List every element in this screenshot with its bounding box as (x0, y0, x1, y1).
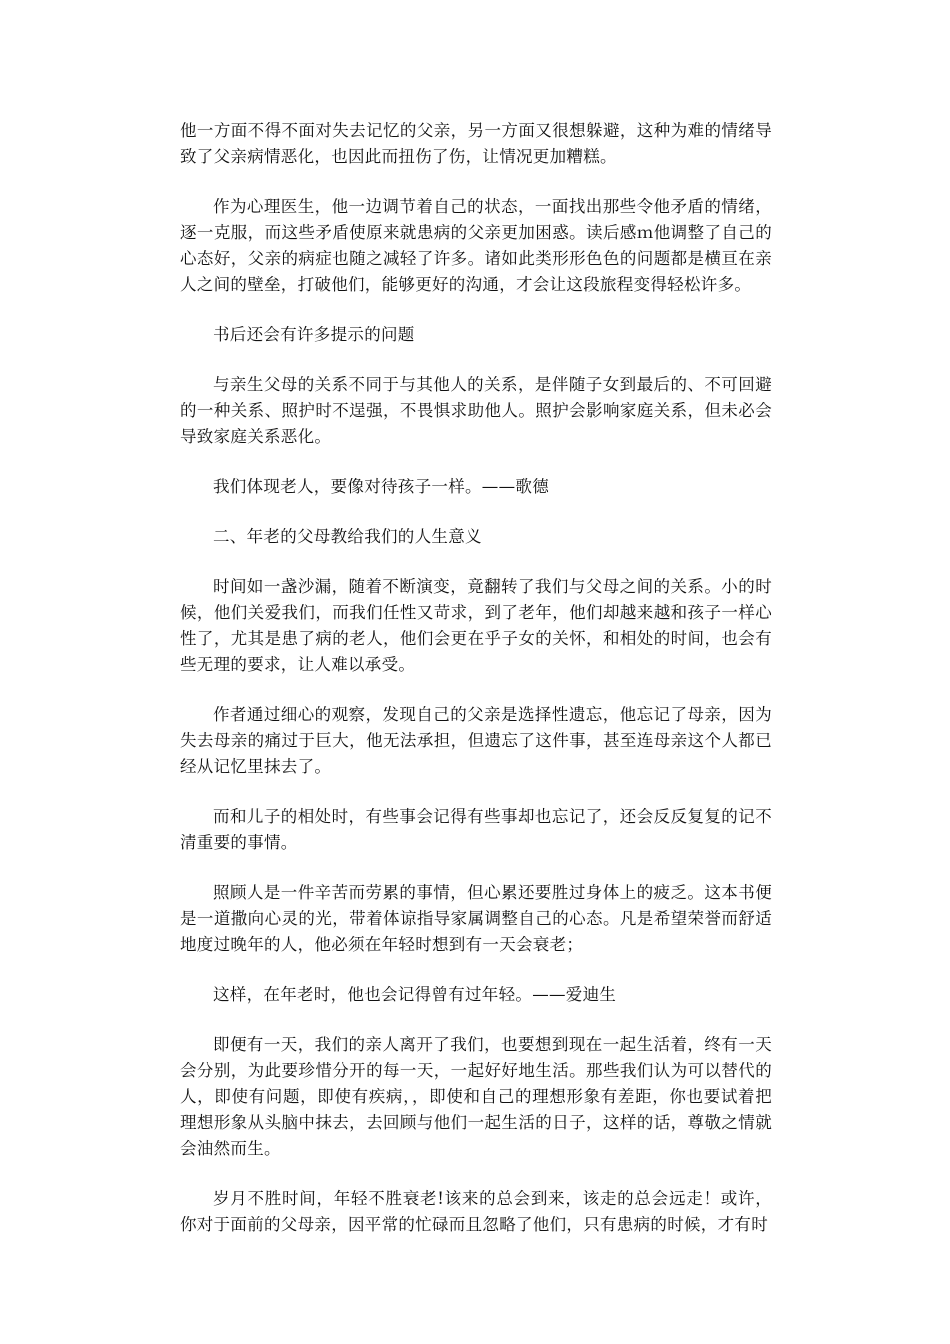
paragraph-12: 即便有一天，我们的亲人离开了我们，也要想到现在一起生活着，终有一天会分别，为此要珍惜分开的每一天，一起好好地生活。那些我们认为可以替代的人，即使有问题，即使有疾病，，即使和自己的理想形象有差距，你也要试着把理想形象从头脑中抹去，去回顾与他们一起生活的日子，这样的话，尊敬之情就会油然而生。 (180, 1035, 772, 1158)
paragraph-10: 照顾人是一件辛苦而劳累的事情，但心累还要胜过身体上的疲乏。这本书便是一道撒向心灵的光，带着体谅指导家属调整自己的心态。凡是希望荣誉而舒适地度过晚年的人，他必须在年轻时想到有一天会衰老； (180, 883, 772, 954)
paragraph-1: 他一方面不得不面对失去记忆的父亲，另一方面又很想躲避，这种为难的情绪导致了父亲病情恶化，也因此而扭伤了伤，让情况更加糟糕。 (180, 121, 772, 166)
paragraph-4: 与亲生父母的关系不同于与其他人的关系，是伴随子女到最后的、不可回避的一种关系、照护时不逞强，不畏惧求助他人。照护会影响家庭关系，但未必会导致家庭关系恶化。 (180, 375, 772, 446)
quote-goethe: 我们体现老人，要像对待孩子一样。——歌德 (213, 477, 549, 496)
quote-edison: 这样，在年老时，他也会记得曾有过年轻。——爱迪生 (213, 985, 617, 1004)
paragraph-8: 作者通过细心的观察，发现自己的父亲是选择性遗忘，他忘记了母亲，因为失去母亲的痛过于巨大，他无法承担，但遗忘了这件事，甚至连母亲这个人都已经从记忆里抹去了。 (180, 705, 772, 776)
paragraph-13: 岁月不胜时间，年轻不胜衰老!该来的总会到来，该走的总会远走！或许，你对于面前的父母亲，因平常的忙碌而且忽略了他们，只有患病的时候，才有时 (180, 1189, 772, 1234)
section-heading-2: 二、年老的父母教给我们的人生意义 (213, 527, 482, 546)
paragraph-heading-questions: 书后还会有许多提示的问题 (213, 325, 415, 344)
paragraph-7: 时间如一盏沙漏，随着不断演变，竟翻转了我们与父母之间的关系。小的时候，他们关爱我们，而我们任性又苛求，到了老年，他们却越来越和孩子一样心性了，尤其是患了病的老人，他们会更在乎子女的关怀，和相处的时间，也会有些无理的要求，让人难以承受。 (180, 577, 772, 674)
paragraph-2: 作为心理医生，他一边调节着自己的状态，一面找出那些令他矛盾的情绪，逐一克服，而这些矛盾使原来就患病的父亲更加困惑。读后感ｍ他调整了自己的心态好，父亲的病症也随之减轻了许多。诸如此类形形色色的问题都是横亘在亲人之间的壁垒，打破他们，能够更好的沟通，才会让这段旅程变得轻松许多。 (180, 197, 772, 294)
document-body (180, 118, 772, 1262)
paragraph-9: 而和儿子的相处时，有些事会记得有些事却也忘记了，还会反反复复的记不清重要的事情。 (180, 807, 772, 852)
